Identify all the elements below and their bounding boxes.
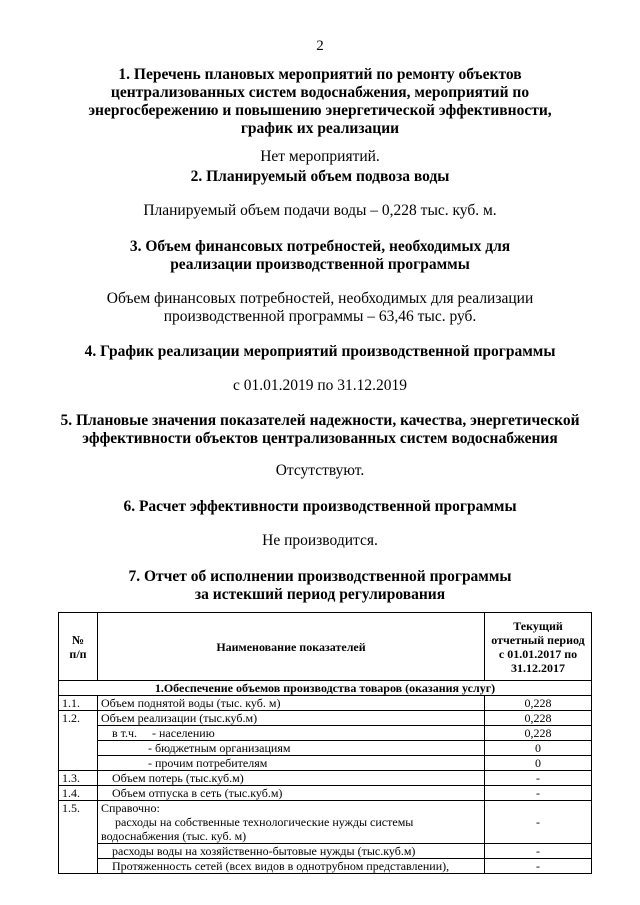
row-value: -: [485, 801, 592, 844]
title-line: за истекший период регулирования: [194, 586, 446, 603]
table-row: [59, 786, 592, 801]
section-5-title: [40, 412, 600, 448]
header-line: Текущий: [513, 618, 563, 633]
section-1-text: Нет мероприятий.: [260, 148, 380, 165]
section-4-title: 4. График реализации мероприятий производственной программы: [84, 343, 556, 360]
row-num: 1.2.: [59, 711, 98, 771]
row-prefix: в т.ч.: [112, 726, 138, 740]
table-section-row: [59, 681, 592, 696]
title-line: реализации производственной программы: [170, 256, 470, 273]
table-row: [59, 726, 592, 741]
table-row: [59, 801, 592, 844]
row-name-text: - населению: [152, 726, 215, 740]
table-row: [59, 844, 592, 859]
header-line: №: [71, 632, 85, 647]
text-line: производственной программы – 63,46 тыс. руб.: [163, 308, 477, 325]
table-header-row: [59, 613, 592, 681]
section-6-title: 6. Расчет эффективности производственной программы: [123, 498, 517, 515]
section-1-title: [40, 66, 600, 138]
row-name: [98, 726, 485, 741]
section-3-title: [40, 238, 600, 274]
table-row: [59, 741, 592, 756]
row-name-line: расходы на собственные технологические нужды системы: [115, 815, 414, 829]
title-line: централизованных систем водоснабжения, мероприятий по: [110, 84, 530, 101]
row-name: - прочим потребителям: [98, 756, 485, 771]
row-name: Объем реализации (тыс.куб.м): [98, 711, 485, 726]
header-line: п/п: [69, 646, 87, 661]
row-value: 0,228: [485, 726, 592, 741]
section-4-text: с 01.01.2019 по 31.12.2019: [232, 377, 408, 394]
row-value: 0,228: [485, 711, 592, 726]
row-name: Протяженность сетей (всех видов в однотрубном представлении),: [98, 859, 485, 874]
row-num: 1.3.: [59, 771, 98, 786]
section-7-title: [40, 568, 600, 604]
row-num: 1.1.: [59, 696, 98, 711]
header-name: Наименование показателей: [98, 613, 485, 681]
table-row: [59, 711, 592, 726]
section-3-text: [40, 290, 600, 326]
page-number: 2: [316, 38, 324, 54]
text-line: Объем финансовых потребностей, необходимых для реализации: [106, 290, 534, 307]
section-row-label: 1.Обеспечение объемов производства товаров (оказания услуг): [59, 681, 592, 696]
row-name-line: водоснабжения (тыс. куб. м): [101, 829, 247, 843]
row-name: Объем потерь (тыс.куб.м): [98, 771, 485, 786]
header-value: [485, 613, 592, 681]
section-2-title: 2. Планируемый объем подвоза воды: [190, 168, 450, 185]
row-value: -: [485, 786, 592, 801]
row-name: [98, 801, 485, 844]
table-row: [59, 771, 592, 786]
title-line: 5. Плановые значения показателей надежности, качества, энергетической: [60, 412, 580, 429]
section-6-text: Не производится.: [262, 532, 378, 549]
title-line: эффективности объектов централизованных систем водоснабжения: [82, 430, 558, 447]
header-line: с 01.01.2017 по: [498, 646, 578, 661]
title-line: энергосбережению и повышению энергетической эффективности,: [88, 102, 552, 119]
row-num: 1.5.: [59, 801, 98, 874]
title-line: 7. Отчет об исполнении производственной программы: [128, 568, 512, 585]
report-table: [58, 612, 592, 874]
row-value: 0: [485, 741, 592, 756]
table-row: [59, 859, 592, 874]
header-line: 31.12.2017: [511, 660, 565, 675]
row-name: - бюджетным организациям: [98, 741, 485, 756]
row-num: 1.4.: [59, 786, 98, 801]
row-value: 0: [485, 756, 592, 771]
row-name: Объем отпуска в сеть (тыс.куб.м): [98, 786, 485, 801]
title-line: 3. Объем финансовых потребностей, необходимых для: [129, 238, 511, 255]
table-row: [59, 756, 592, 771]
row-value: -: [485, 859, 592, 874]
row-value: -: [485, 771, 592, 786]
title-line: график их реализации: [240, 120, 400, 137]
row-name: Объем поднятой воды (тыс. куб. м): [98, 696, 485, 711]
header-line: отчетный период: [491, 632, 585, 647]
row-name: расходы воды на хозяйственно-бытовые нужды (тыс.куб.м): [98, 844, 485, 859]
row-name-line: Справочно:: [101, 801, 160, 815]
row-value: -: [485, 844, 592, 859]
section-2-text: Планируемый объем подачи воды – 0,228 тыс. куб. м.: [143, 202, 497, 219]
section-5-text: Отсутствуют.: [275, 462, 365, 479]
row-value: 0,228: [485, 696, 592, 711]
header-num: [59, 613, 98, 681]
title-line: 1. Перечень плановых мероприятий по ремонту объектов: [118, 66, 522, 83]
table-row: [59, 696, 592, 711]
